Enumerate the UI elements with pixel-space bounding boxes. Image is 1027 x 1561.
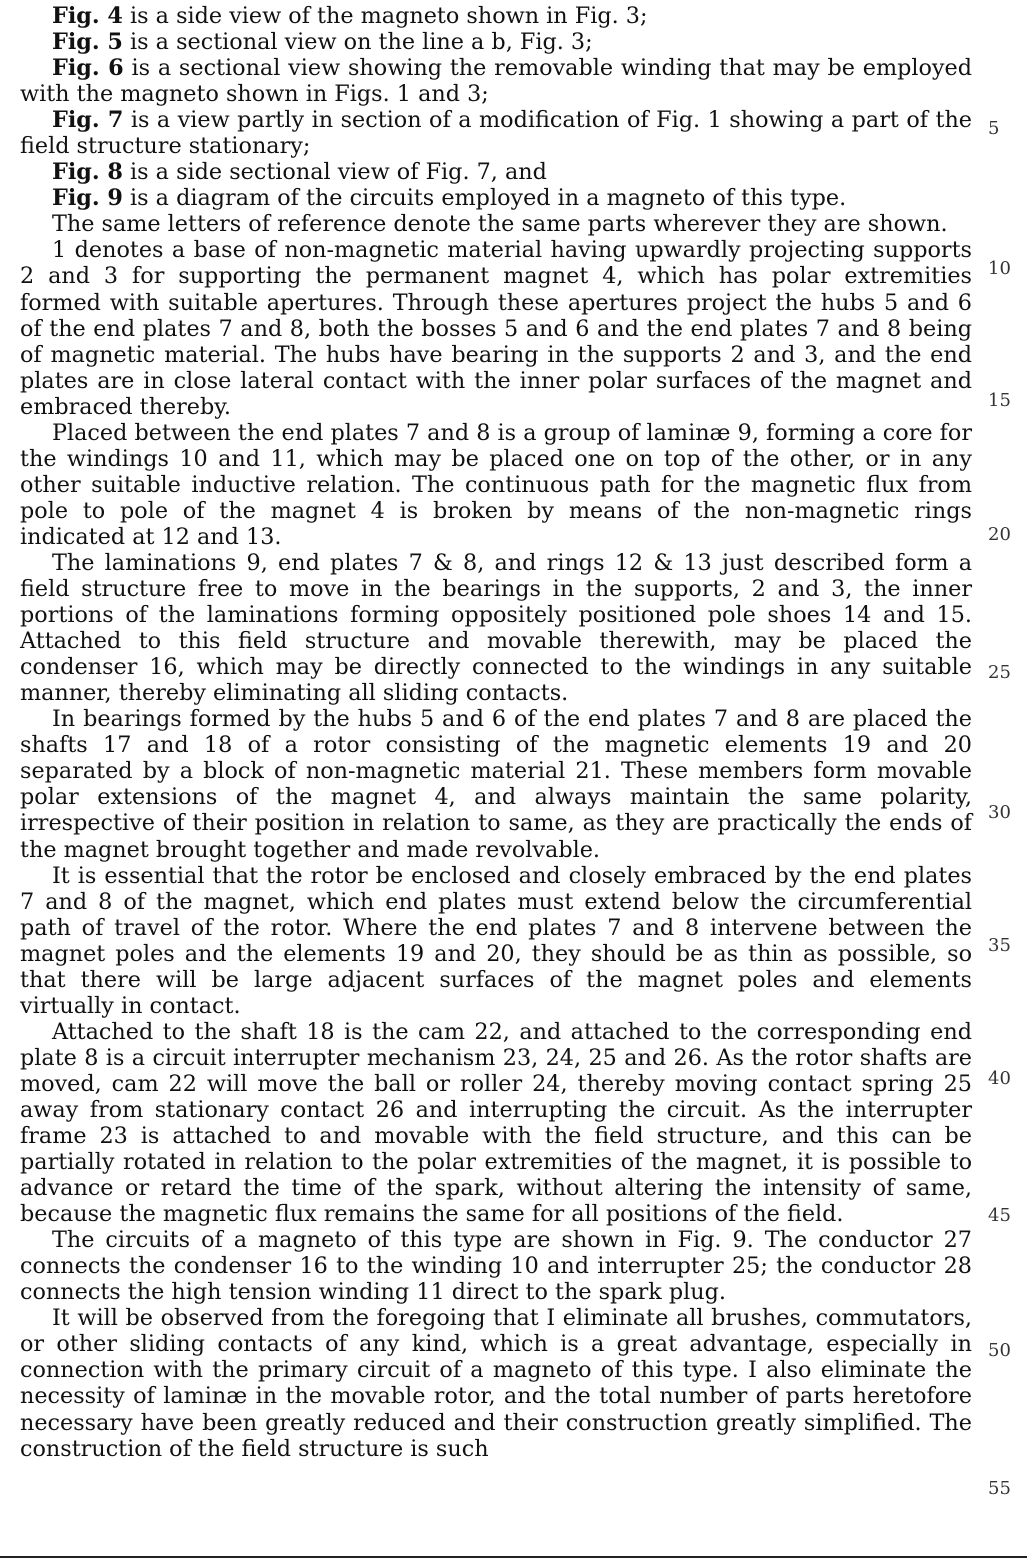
paragraph-rotor: In bearings formed by the hubs 5 and 6 of the end plates 7 and 8 are placed the shafts 17 and 18 of a rotor consisting of the magnetic elements 19 and 20 separated by a block of non-magnetic material 21. These members form movable polar extensions of the magnet 4, and always maintain the same polarity, irrespective of their position in relation to same, as they are practically the ends of the magnet brought together and made revolvable. [20,706,972,863]
line-number: 50 [988,1340,1011,1361]
fig-ref: Fig. 5 [52,29,123,56]
line-number: 40 [988,1068,1011,1089]
line-number: 30 [988,802,1011,823]
line-number-margin [982,0,1022,1561]
fig-ref: Fig. 4 [52,3,123,29]
bottom-rule [0,1556,1027,1558]
line-number: 45 [988,1205,1011,1226]
fig-ref: Fig. 6 [52,55,124,82]
paragraph-fig-8: Fig. 8 is a side sectional view of Fig. 7, and [52,159,547,186]
line-number: 5 [988,118,1000,139]
paragraph-fig-6: Fig. 6 is a sectional view showing the removable winding that may be employed with the magneto shown in Figs. 1 and 3; [20,55,972,108]
line-number: 10 [988,258,1011,279]
paragraph-advantages: It will be observed from the foregoing that I eliminate all brushes, commutators, or other sliding contacts of any kind, which is a great advantage, especially in connection with the primary circuit of a magneto of this type. I also eliminate the necessity of laminæ in the movable rotor, and the total number of parts heretofore necessary have been greatly reduced and their construction greatly simplified. The construction of the field structure is such [20,1305,972,1462]
paragraph-fig-7: Fig. 7 is a view partly in section of a modification of Fig. 1 showing a part of the field structure stationary; [20,107,972,160]
paragraph-laminae: Placed between the end plates 7 and 8 is a group of laminæ 9, forming a core for the windings 10 and 11, which may be placed one on top of the other, or in any other suitable inductive relation. The continuous path for the magnetic flux from pole to pole of the magnet 4 is broken by means of the non-magnetic rings indicated at 12 and 13. [20,419,972,550]
paragraph-circuits: The circuits of a magneto of this type are shown in Fig. 9. The conductor 27 connects the condenser 16 to the winding 10 and interrupter 25; the conductor 28 connects the high tension winding 11 direct to the spark plug. [20,1227,972,1306]
paragraph-reference-letters: The same letters of reference denote the same parts wherever they are shown. [52,211,948,238]
fig-ref: Fig. 8 [52,159,123,186]
fig-ref: Fig. 9 [52,185,123,212]
line-number: 20 [988,524,1011,545]
paragraph-base: 1 denotes a base of non-magnetic material having upwardly projecting supports 2 and 3 for supporting the permanent magnet 4, which has polar extremities formed with suitable apertures. Through these apertures project the hubs 5 and 6 of the end plates 7 and 8, both the bosses 5 and 6 and the end plates 7 and 8 being of magnetic material. The hubs have bearing in the supports 2 and 3, and the end plates are in close lateral contact with the inner polar surfaces of the magnet and embraced thereby. [20,237,972,420]
paragraph-end-plates: It is essential that the rotor be enclosed and closely embraced by the end plates 7 and 8 of the magnet, which end plates must extend below the circumferential path of travel of the rotor. Where the end plates 7 and 8 intervene between the magnet poles and the elements 19 and 20, they should be as thin as possible, so that there will be large adjacent surfaces of the magnet poles and elements virtually in contact. [20,862,972,1019]
paragraph-field-structure: The laminations 9, end plates 7 & 8, and rings 12 & 13 just described form a field structure free to move in the bearings in the supports, 2 and 3, the inner portions of the laminations forming oppositely positioned pole shoes 14 and 15. Attached to this field structure and movable therewith, may be placed the condenser 16, which may be directly connected to the windings in any suitable manner, thereby eliminating all sliding contacts. [20,549,972,707]
line-number: 15 [988,390,1011,411]
fig-ref: Fig. 7 [52,107,124,134]
line-number: 25 [988,662,1011,683]
patent-text-body [20,3,972,1462]
line-number: 35 [988,935,1011,956]
paragraph-fig-9: Fig. 9 is a diagram of the circuits employed in a magneto of this type. [52,185,847,212]
paragraph-interrupter: Attached to the shaft 18 is the cam 22, and attached to the corresponding end plate 8 is a circuit interrupter mechanism 23, 24, 25 and 26. As the rotor shafts are moved, cam 22 will move the ball or roller 24, thereby moving contact spring 25 away from stationary contact 26 and interrupting the circuit. As the interrupter frame 23 is attached to and movable with the field structure, and this can be partially rotated in relation to the polar extremities of the magnet, it is possible to advance or retard the time of the spark, without altering the intensity of same, because the magnetic flux remains the same for all positions of the field. [20,1018,972,1228]
paragraph-fig-4: Fig. 4 is a side view of the magneto shown in Fig. 3; [52,3,648,29]
paragraph-fig-5: Fig. 5 is a sectional view on the line a b, Fig. 3; [52,29,593,56]
line-number: 55 [988,1478,1011,1499]
